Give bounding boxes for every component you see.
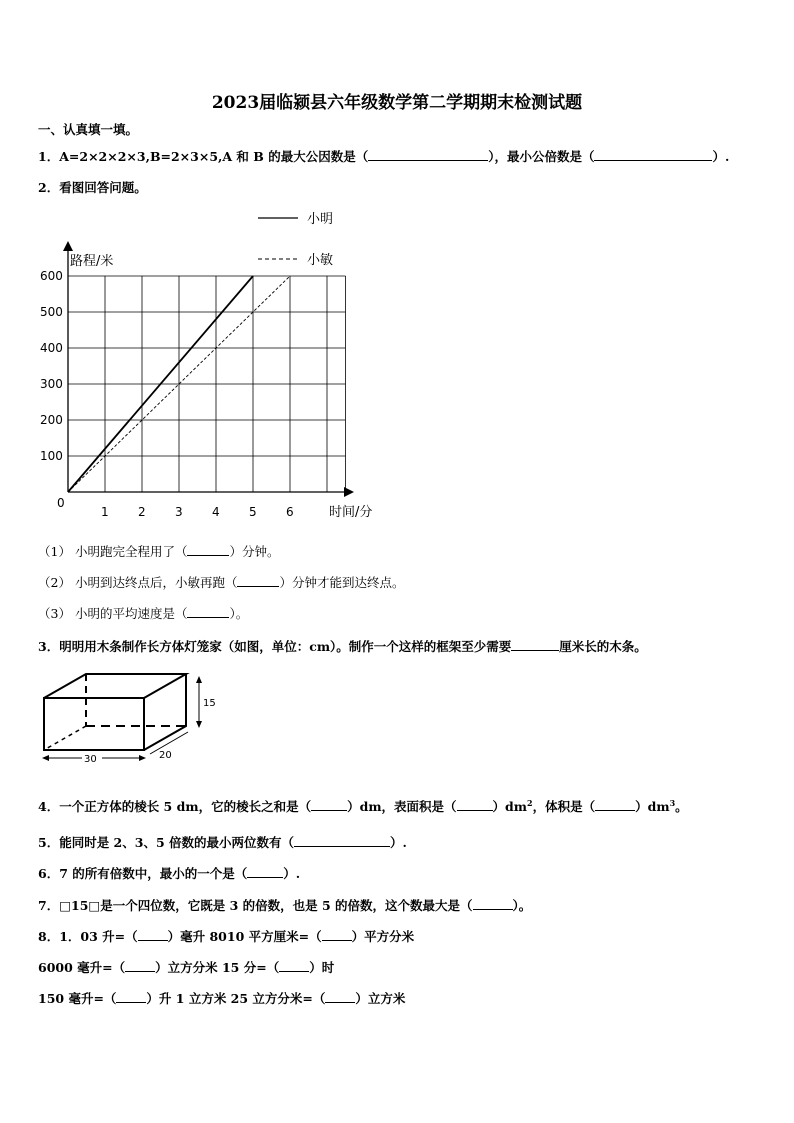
answer-blank[interactable] [595, 798, 635, 811]
question-text: 看图回答问题。 [59, 180, 147, 195]
arrow-up-icon [196, 676, 202, 683]
answer-blank[interactable] [125, 959, 155, 972]
question-text: ）升 1 立方米 25 立方分米=（ [146, 991, 326, 1006]
height-label: 15 [203, 698, 216, 709]
question-text: ）毫升 8010 平方厘米=（ [167, 929, 322, 944]
question-text: 小明的平均速度是（ [74, 606, 188, 621]
x-tick-label: 4 [212, 505, 220, 519]
question-5 [38, 833, 407, 851]
x-tick-label: 1 [101, 505, 109, 519]
answer-blank[interactable] [457, 798, 493, 811]
x-tick-label: 2 [138, 505, 146, 519]
answer-blank[interactable] [311, 798, 347, 811]
question-text: ）. [712, 149, 730, 164]
question-text: ）时 [309, 960, 335, 975]
superscript: 3 [669, 797, 676, 808]
question-text: ）dm，表面积是（ [347, 799, 457, 814]
question-2 [38, 178, 147, 196]
cuboid-hidden-edge [44, 726, 86, 750]
question-text: ）. [390, 835, 407, 850]
question-text: 明明用木条制作长方体灯笼家（如图，单位：cm）。制作一个这样的框架至少需要 [59, 639, 512, 654]
arrow-down-icon [196, 721, 202, 728]
question-6 [38, 864, 300, 882]
answer-blank[interactable] [473, 897, 513, 910]
section-heading: 一、认真填一填。 [38, 122, 139, 137]
question-text: 小明跑完全程用了（ [74, 544, 188, 559]
question-text: 能同时是 2、3、5 倍数的最小两位数有（ [59, 835, 294, 850]
legend-label-xiaoming: 小明 [307, 212, 334, 227]
y-tick-label: 500 [40, 305, 63, 319]
sub-number: （1） [38, 544, 71, 559]
question-text: 小明到达终点后，小敏再跑（ [74, 575, 238, 590]
answer-blank[interactable] [279, 959, 309, 972]
answer-blank[interactable] [247, 865, 283, 878]
answer-blank[interactable] [187, 543, 229, 556]
y-axis-label: 路程/米 [70, 254, 114, 269]
answer-blank[interactable] [138, 928, 168, 941]
width-label: 20 [159, 750, 172, 761]
answer-blank[interactable] [237, 574, 279, 587]
question-text: 7 的所有倍数中，最小的一个是（ [59, 866, 248, 881]
question-text: 厘米长的木条。 [559, 639, 647, 654]
question-number: 7． [38, 898, 60, 913]
question-2-sub-2 [38, 573, 404, 591]
cuboid-figure [36, 668, 222, 770]
superscript: 2 [527, 797, 533, 808]
y-tick-label: 200 [40, 413, 63, 427]
question-text: ）dm [635, 799, 670, 814]
x-axis-arrow-icon [344, 487, 354, 497]
x-tick-label: 6 [286, 505, 294, 519]
question-number: 2． [38, 180, 60, 195]
question-text: 6000 毫升=（ [38, 960, 126, 975]
question-number: 8． [38, 929, 60, 944]
question-text: ）分钟才能到达终点。 [279, 575, 405, 590]
answer-blank[interactable] [594, 148, 712, 161]
sub-number: （2） [38, 575, 71, 590]
question-2-sub-1 [38, 542, 279, 560]
question-text: ）dm [492, 799, 528, 814]
question-text: 。 [675, 799, 688, 814]
origin-label: 0 [57, 496, 65, 510]
chart-grid [68, 276, 346, 492]
question-text: ）. [283, 866, 301, 881]
y-tick-label: 400 [40, 341, 63, 355]
question-1 [38, 147, 729, 165]
question-text: ）平方分米 [351, 929, 415, 944]
x-tick-label: 3 [175, 505, 183, 519]
question-3 [38, 637, 647, 655]
legend-label-xiaomin: 小敏 [307, 253, 334, 268]
question-7 [38, 896, 531, 914]
answer-blank[interactable] [325, 990, 355, 1003]
answer-blank[interactable] [294, 834, 390, 847]
page-title: 2023届临颍县六年级数学第二学期期末检测试题 [211, 93, 583, 113]
y-axis-arrow-icon [63, 241, 73, 251]
arrow-right-icon [139, 755, 146, 761]
question-text: 1．03 升=（ [59, 929, 138, 944]
distance-time-chart [30, 205, 400, 530]
cuboid-front-face [44, 698, 144, 750]
question-text: ）。 [512, 898, 532, 913]
answer-blank[interactable] [187, 605, 229, 618]
x-axis-label: 时间/分 [329, 505, 373, 520]
question-text: ，体积是（ [532, 799, 596, 814]
question-8-line-2 [38, 958, 334, 976]
question-text: ）分钟。 [229, 544, 280, 559]
cuboid-top-face [44, 674, 186, 698]
question-number: 1． [38, 149, 60, 164]
question-number: 5． [38, 835, 60, 850]
sub-number: （3） [38, 606, 71, 621]
question-number: 4． [38, 799, 60, 814]
question-text: ）立方米 [355, 991, 406, 1006]
question-text: 一个正方体的棱长 5 dm，它的棱长之和是（ [59, 799, 312, 814]
y-tick-label: 300 [40, 377, 63, 391]
y-tick-label: 600 [40, 269, 63, 283]
question-8-line-1 [38, 927, 414, 945]
question-text: □15□是一个四位数，它既是 3 的倍数，也是 5 的倍数，这个数最大是（ [59, 898, 473, 913]
answer-blank[interactable] [368, 148, 488, 161]
answer-blank[interactable] [116, 990, 146, 1003]
question-number: 6． [38, 866, 60, 881]
question-2-sub-3 [38, 604, 248, 622]
question-4 [38, 797, 688, 815]
question-text: ），最小公倍数是（ [488, 149, 595, 164]
question-text: 150 毫升=（ [38, 991, 117, 1006]
question-text: ）。 [229, 606, 249, 621]
question-8-line-3 [38, 989, 405, 1007]
arrow-left-icon [42, 755, 49, 761]
x-tick-label: 5 [249, 505, 257, 519]
answer-blank[interactable] [322, 928, 352, 941]
y-tick-label: 100 [40, 449, 63, 463]
question-text: A=2×2×2×3,B=2×3×5,A 和 B 的最大公因数是（ [59, 149, 369, 164]
length-label: 30 [84, 754, 97, 765]
answer-blank[interactable] [511, 638, 559, 651]
question-number: 3． [38, 639, 60, 654]
question-text: ）立方分米 15 分=（ [155, 960, 280, 975]
